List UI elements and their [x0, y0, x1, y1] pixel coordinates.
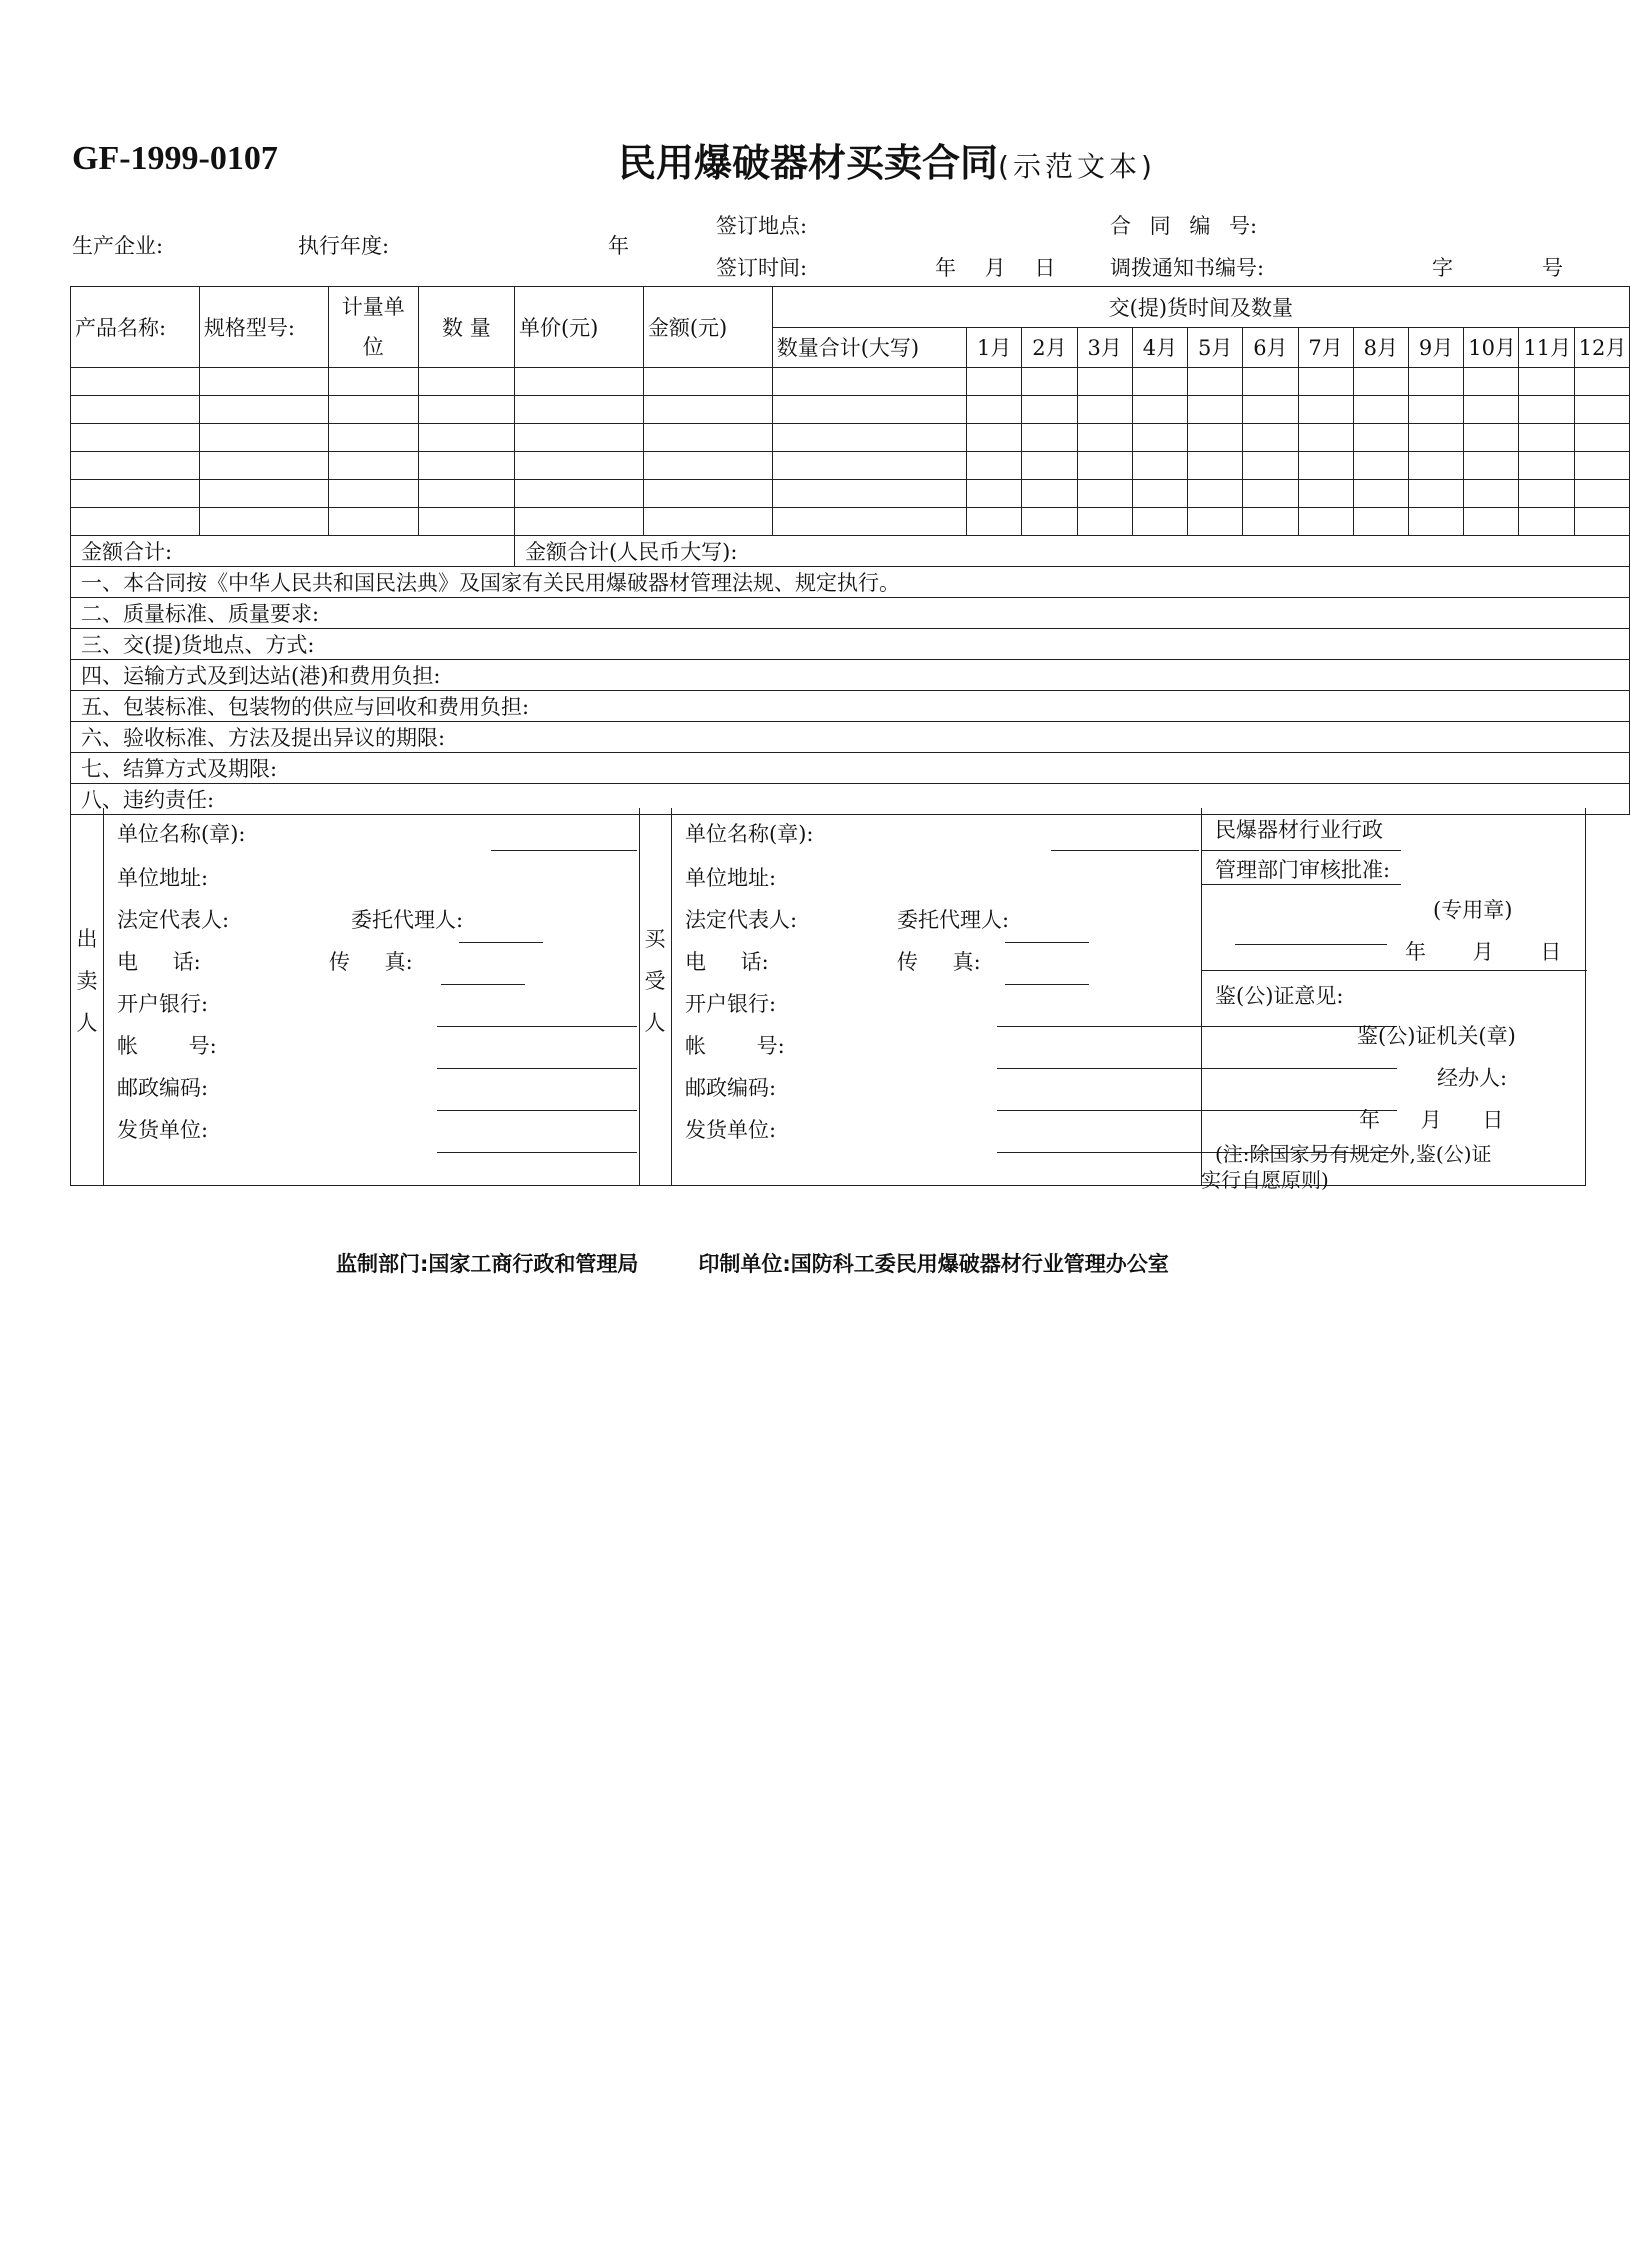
- cell[interactable]: [418, 424, 514, 452]
- seller-name-line[interactable]: [491, 850, 637, 851]
- table-row: [71, 480, 1630, 508]
- cell[interactable]: [71, 368, 200, 396]
- cell[interactable]: [328, 368, 418, 396]
- cell[interactable]: [71, 452, 200, 480]
- product-table: [70, 286, 1630, 815]
- buyer-phone-label: 电 话:: [685, 950, 769, 974]
- cell[interactable]: [418, 396, 514, 424]
- cell[interactable]: [199, 508, 328, 536]
- table-row: [71, 396, 1630, 424]
- cell[interactable]: [328, 396, 418, 424]
- title-subtitle: (示范文本): [998, 150, 1156, 183]
- buyer-bank-label: 开户银行:: [685, 992, 777, 1016]
- cell[interactable]: [71, 480, 200, 508]
- footer: [336, 1248, 1169, 1278]
- buyer-bank-line[interactable]: [997, 1026, 1397, 1027]
- contract-no-label: 合 同 编 号:: [1110, 214, 1258, 238]
- cell[interactable]: [643, 396, 772, 424]
- amount-total-rmb-label: 金额合计(人民币大写):: [514, 536, 1629, 567]
- buyer-side-label: 买 受 人: [644, 927, 666, 1035]
- header-spec: 规格型号:: [199, 287, 328, 368]
- header-delivery: 交(提)货时间及数量: [772, 287, 1629, 328]
- table-row: [71, 424, 1630, 452]
- clause-3: 三、交(提)货地点、方式:: [71, 629, 1630, 660]
- header-product-name: 产品名称:: [71, 287, 200, 368]
- footer-supervisor: 监制部门:国家工商行政和管理局: [336, 1252, 639, 1276]
- clause-4: 四、运输方式及到达站(港)和费用负担:: [71, 660, 1630, 691]
- cell[interactable]: [643, 480, 772, 508]
- cell[interactable]: [328, 424, 418, 452]
- table-row: [71, 368, 1630, 396]
- seller-shipper-label: 发货单位:: [117, 1118, 209, 1142]
- sign-date-label: 年 月 日: [935, 256, 1056, 280]
- cell[interactable]: [514, 452, 643, 480]
- seller-agent-label: 委托代理人:: [351, 908, 464, 932]
- sign-time-label: 签订时间:: [716, 256, 808, 280]
- header-month: 6月: [1243, 327, 1298, 368]
- cell[interactable]: [328, 480, 418, 508]
- producer-label: 生产企业:: [72, 234, 164, 258]
- cell[interactable]: [199, 480, 328, 508]
- authority-divider: [1201, 850, 1401, 851]
- parties-section: [70, 808, 1586, 1192]
- cell[interactable]: [514, 424, 643, 452]
- cell[interactable]: [199, 368, 328, 396]
- notary-date: 年 月 日: [1359, 1108, 1504, 1132]
- cell[interactable]: [772, 480, 966, 508]
- cell[interactable]: [418, 480, 514, 508]
- cell[interactable]: [71, 424, 200, 452]
- cell[interactable]: [418, 368, 514, 396]
- buyer-account-label: 帐 号:: [685, 1034, 785, 1058]
- buyer-fax-label: 传 真:: [897, 950, 981, 974]
- cell[interactable]: [772, 396, 966, 424]
- cell[interactable]: [328, 508, 418, 536]
- authority-date: 年 月 日: [1405, 940, 1562, 964]
- authority-seal: (专用章): [1433, 898, 1513, 922]
- header-month: 5月: [1188, 327, 1243, 368]
- header-month: 8月: [1353, 327, 1408, 368]
- buyer-shipper-label: 发货单位:: [685, 1118, 777, 1142]
- clause-6: 六、验收标准、方法及提出异议的期限:: [71, 722, 1630, 753]
- notary-note-line1: (注:除国家另有规定外,鉴(公)证: [1215, 1142, 1492, 1166]
- seller-bank-label: 开户银行:: [117, 992, 209, 1016]
- cell[interactable]: [643, 508, 772, 536]
- cell[interactable]: [643, 424, 772, 452]
- exec-year-label: 执行年度:: [298, 234, 390, 258]
- buyer-fax-line[interactable]: [1005, 984, 1089, 985]
- header-month: 1月: [967, 327, 1022, 368]
- cell[interactable]: [772, 368, 966, 396]
- buyer-name-label: 单位名称(章):: [685, 822, 814, 846]
- header-month: 11月: [1519, 327, 1574, 368]
- seller-account-line[interactable]: [437, 1068, 637, 1069]
- cell[interactable]: [643, 452, 772, 480]
- cell[interactable]: [514, 368, 643, 396]
- document-title: [618, 132, 1156, 187]
- footer-printer: 印制单位:国防科工委民用爆破器材行业管理办公室: [698, 1252, 1169, 1276]
- header-unit: 计量单位: [328, 287, 418, 368]
- cell[interactable]: [199, 452, 328, 480]
- seller-postcode-label: 邮政编码:: [117, 1076, 209, 1100]
- table-row: [71, 452, 1630, 480]
- cell[interactable]: [199, 396, 328, 424]
- cell[interactable]: [514, 480, 643, 508]
- buyer-postcode-label: 邮政编码:: [685, 1076, 777, 1100]
- seller-name-label: 单位名称(章):: [117, 822, 246, 846]
- clause-8: 八、违约责任:: [71, 784, 1630, 815]
- header-month: 3月: [1077, 327, 1132, 368]
- seller-address-label: 单位地址:: [117, 866, 209, 890]
- seller-bank-line[interactable]: [437, 1026, 637, 1027]
- seller-shipper-line[interactable]: [437, 1152, 637, 1153]
- cell[interactable]: [514, 508, 643, 536]
- cell[interactable]: [772, 452, 966, 480]
- title-main: 民用爆破器材买卖合同: [618, 141, 999, 185]
- header-month: 12月: [1574, 327, 1629, 368]
- buyer-agent-line[interactable]: [1005, 942, 1089, 943]
- clause-5: 五、包装标准、包装物的供应与回收和费用负担:: [71, 691, 1630, 722]
- cell[interactable]: [643, 368, 772, 396]
- seller-postcode-line[interactable]: [437, 1110, 637, 1111]
- buyer-postcode-line[interactable]: [997, 1110, 1397, 1111]
- header-unit-price: 单价(元): [514, 287, 643, 368]
- cell[interactable]: [772, 424, 966, 452]
- document-code: GF-1999-0107: [72, 140, 278, 177]
- cell[interactable]: [418, 508, 514, 536]
- table-row: [71, 508, 1630, 536]
- buyer-legal-rep-label: 法定代表人:: [685, 908, 798, 932]
- cell[interactable]: [772, 508, 966, 536]
- buyer-name-line[interactable]: [1051, 850, 1199, 851]
- authority-divider: [1201, 884, 1401, 885]
- buyer-address-label: 单位地址:: [685, 866, 777, 890]
- header-month: 9月: [1408, 327, 1463, 368]
- cell[interactable]: [199, 424, 328, 452]
- header-amount: 金额(元): [643, 287, 772, 368]
- cell[interactable]: [418, 452, 514, 480]
- notary-handler-label: 经办人:: [1437, 1066, 1508, 1090]
- header-month: 2月: [1022, 327, 1077, 368]
- seller-agent-line[interactable]: [459, 942, 543, 943]
- hao-label: 号: [1542, 256, 1563, 280]
- seller-fax-line[interactable]: [441, 984, 525, 985]
- clause-1: 一、本合同按《中华人民共和国民法典》及国家有关民用爆破器材管理法规、规定执行。: [71, 567, 1630, 598]
- notary-org-label: 鉴(公)证机关(章): [1357, 1024, 1516, 1048]
- clause-2: 二、质量标准、质量要求:: [71, 598, 1630, 629]
- seller-account-label: 帐 号:: [117, 1034, 217, 1058]
- header-month: 7月: [1298, 327, 1353, 368]
- seller-fax-label: 传 真:: [329, 950, 413, 974]
- header-month: 10月: [1464, 327, 1519, 368]
- cell[interactable]: [71, 396, 200, 424]
- authority-line2: 管理部门审核批准:: [1215, 858, 1391, 882]
- cell[interactable]: [514, 396, 643, 424]
- sign-place-label: 签订地点:: [716, 214, 808, 238]
- authority-sign-line[interactable]: [1235, 944, 1387, 945]
- seller-phone-label: 电 话:: [117, 950, 201, 974]
- authority-line1: 民爆器材行业行政: [1215, 818, 1383, 842]
- amount-total-label: 金额合计:: [71, 536, 515, 567]
- authority-divider: [1201, 970, 1587, 971]
- buyer-account-line[interactable]: [997, 1068, 1397, 1069]
- seller-legal-rep-label: 法定代表人:: [117, 908, 230, 932]
- header-quantity: 数 量: [418, 287, 514, 368]
- seller-side-label: 出 卖 人: [76, 927, 98, 1035]
- notary-note-line2: 实行自愿原则): [1201, 1168, 1329, 1192]
- year-label: 年: [608, 234, 629, 258]
- header-month: 4月: [1132, 327, 1187, 368]
- clause-7: 七、结算方式及期限:: [71, 753, 1630, 784]
- notary-opinion-label: 鉴(公)证意见:: [1215, 984, 1344, 1008]
- cell[interactable]: [71, 508, 200, 536]
- transfer-no-label: 调拨通知书编号:: [1110, 256, 1265, 280]
- buyer-agent-label: 委托代理人:: [897, 908, 1010, 932]
- zi-label: 字: [1432, 256, 1453, 280]
- cell[interactable]: [328, 452, 418, 480]
- header-total-quantity: 数量合计(大写): [772, 327, 966, 368]
